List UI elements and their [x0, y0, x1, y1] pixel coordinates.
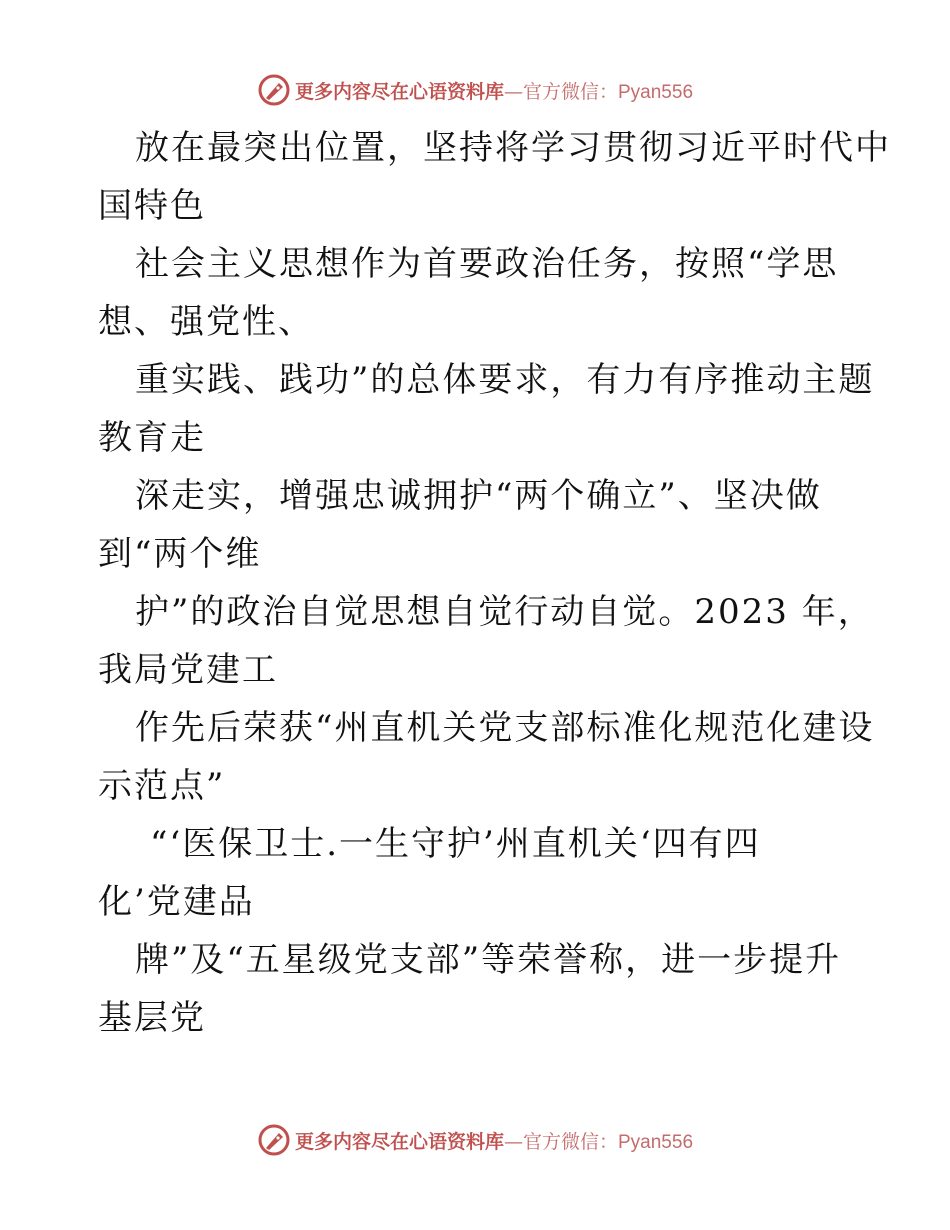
body-line-5: 重实践、践功”的总体要求，有力有序推动主题: [135, 360, 875, 400]
body-line-2: 国特色: [98, 186, 206, 226]
body-line-4: 想、强党性、: [98, 302, 314, 342]
body-line-3: 社会主义思想作为首要政治任务，按照“学思: [135, 244, 839, 284]
body-line-15: 牌”及“五星级党支部”等荣誉称，进一步提升: [135, 940, 842, 980]
body-line-14: 化’党建品: [98, 882, 255, 922]
watermark-text: [295, 77, 693, 104]
body-line-9: 护”的政治自觉思想自觉行动自觉。2023 年，: [135, 592, 874, 632]
watermark-contact-label: 官方微信：: [522, 1130, 618, 1153]
pen-nib-logo-icon: [257, 73, 291, 107]
body-line-7: 深走实，增强忠诚拥护“两个确立”、坚决做: [135, 476, 822, 516]
body-line-6: 教育走: [98, 418, 206, 458]
watermark-contact-label: 官方微信：: [522, 80, 618, 103]
body-line-11: 作先后荣获“州直机关党支部标准化规范化建设: [135, 708, 875, 748]
header-watermark: [0, 68, 950, 112]
body-line-12: 示范点”: [98, 766, 226, 806]
watermark-dash: —: [503, 80, 523, 103]
body-line-1: 放在最突出位置，坚持将学习贯彻习近平时代中: [135, 128, 891, 168]
body-line-16: 基层党: [98, 998, 206, 1038]
watermark-contact-id: Pyan556: [618, 81, 694, 103]
body-line-13: “‘医保卫士.一生守护’州直机关‘四有四: [150, 824, 761, 864]
watermark-text: [295, 1127, 693, 1154]
watermark-contact-id: Pyan556: [618, 1131, 694, 1153]
pen-nib-logo-icon: [257, 1123, 291, 1157]
watermark-dash: —: [503, 1130, 523, 1153]
body-line-10: 我局党建工: [98, 650, 278, 690]
body-line-8: 到“两个维: [98, 534, 262, 574]
footer-watermark: [0, 1118, 950, 1162]
watermark-brand: 更多内容尽在心语资料库: [294, 80, 504, 103]
watermark-brand: 更多内容尽在心语资料库: [294, 1130, 504, 1153]
